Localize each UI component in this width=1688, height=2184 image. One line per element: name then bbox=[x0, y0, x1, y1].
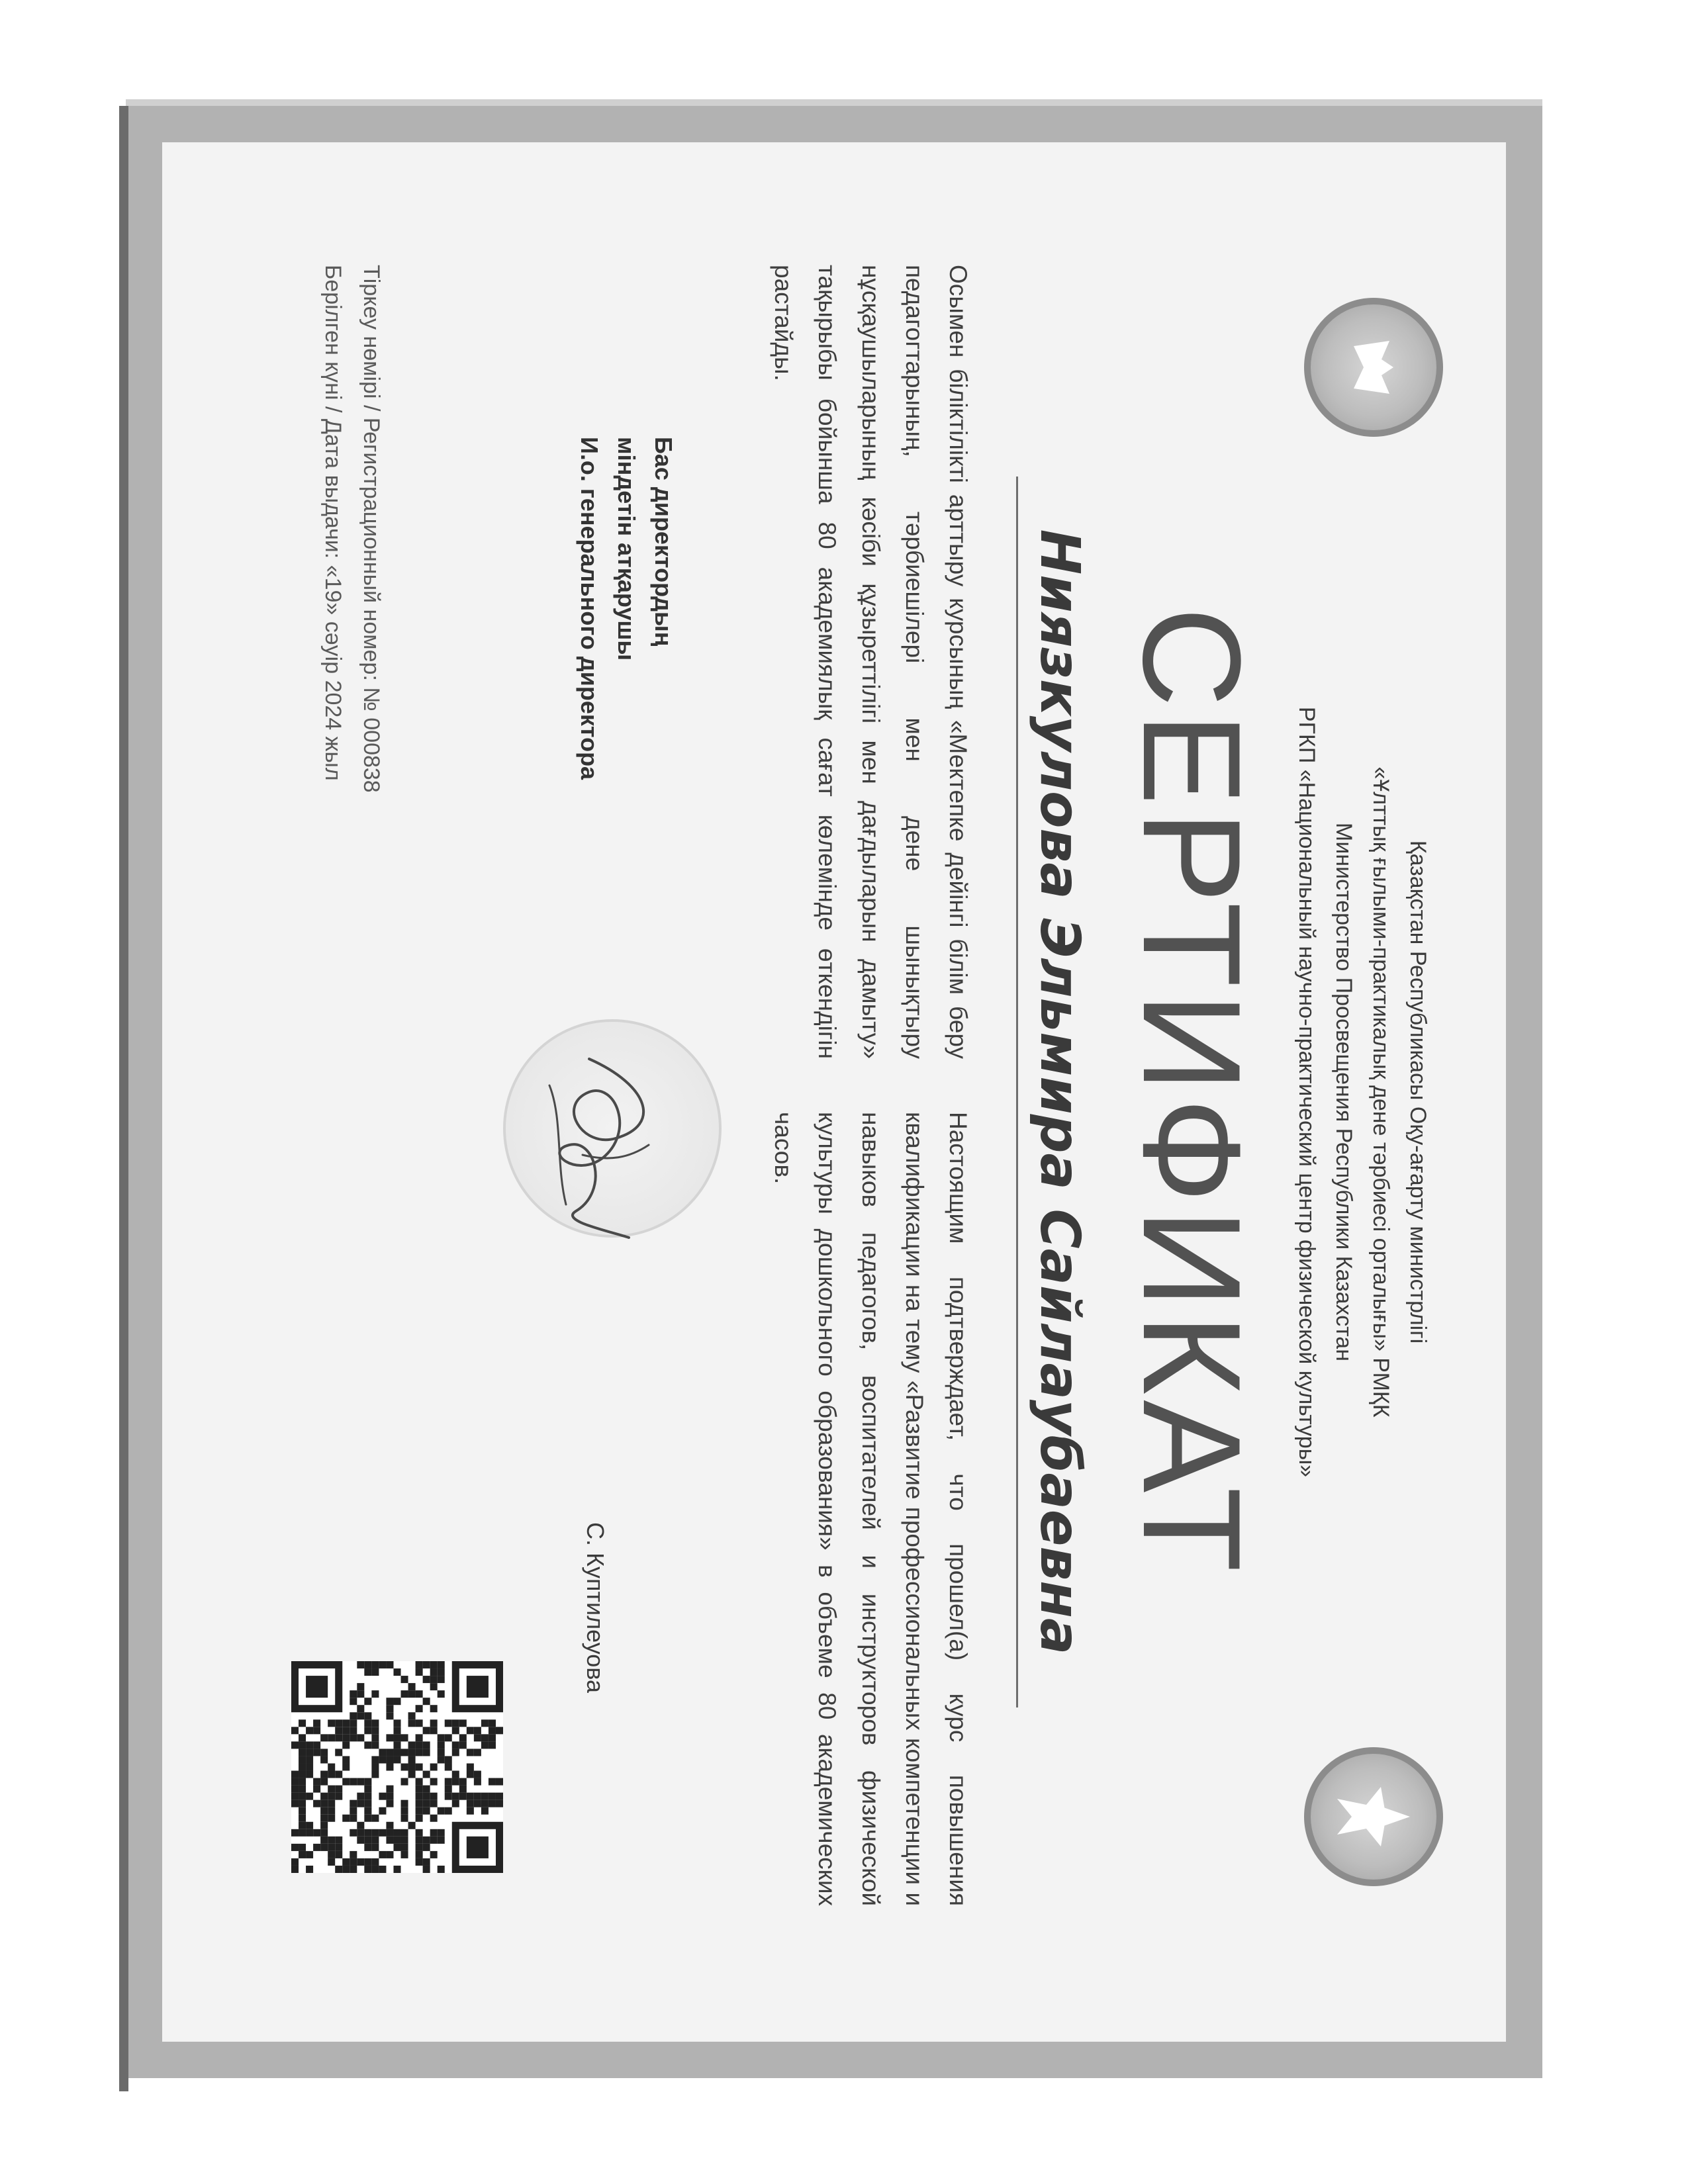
signer-title bbox=[571, 437, 682, 780]
header-center-ru: РГКП «Национальный научно-практический центр физической культуры» bbox=[1294, 706, 1319, 1478]
registration-number: Тіркеу нөмірі / Регистрационный номер: № 000838 bbox=[359, 265, 384, 793]
recipient-name: Ниязкулова Эльмира Сайлаубаевна bbox=[1028, 529, 1091, 1655]
issue-date: Берілген күні / Дата выдачи: «19» сәуір 2024 жыл bbox=[320, 265, 346, 781]
body-text-ru: Настоящим подтверждает, что прошел(а) курс повышения квалификации на тему «Развитие профессиональных компетенции и навыков педагогов, воспитателей и инструкторов физической культуры дошкольного образования» в объеме 80 академических часов. bbox=[770, 1112, 972, 1906]
qr-code bbox=[291, 1661, 503, 1873]
body-text-kz: Осымен біліктілікті арттыру курсының «Мектепке дейінгі білім беру педагогтарының, тәрбиешілері мен дене шынықтыру нұсқаушыларының кәсіби құзыреттілігі мен дағдыларын дамыту» тақырыбы бойынша 80 академиялық сағат көлемінде өткендігін растайды. bbox=[770, 265, 972, 1059]
certificate-title: СЕРТИФИКАТ bbox=[1114, 606, 1270, 1578]
signer-line-2: міндетін атқарушы bbox=[613, 437, 640, 661]
header-ministry-kz: Қазақстан Республикасы Оқу-ағарту министрлігі bbox=[1405, 840, 1430, 1344]
certificate-header bbox=[1288, 185, 1436, 1999]
certificate bbox=[205, 185, 1463, 1999]
name-underline bbox=[1016, 477, 1018, 1707]
signature bbox=[516, 1046, 688, 1244]
header-ministry-ru: Министерство Просвещения Республики Казахстан bbox=[1331, 823, 1356, 1361]
scan-left-edge bbox=[119, 106, 128, 2091]
header-center-kz: «Ұлттық ғылыми-практикалық дене тәрбиесі орталығы» РМҚК bbox=[1368, 766, 1393, 1418]
signer-line-1: Бас директордың bbox=[650, 437, 677, 647]
certificate-footer bbox=[314, 265, 391, 793]
signatory-name: С. Куптилеуова bbox=[582, 1522, 609, 1694]
signer-line-3: И.о. генерального директора bbox=[576, 437, 603, 780]
